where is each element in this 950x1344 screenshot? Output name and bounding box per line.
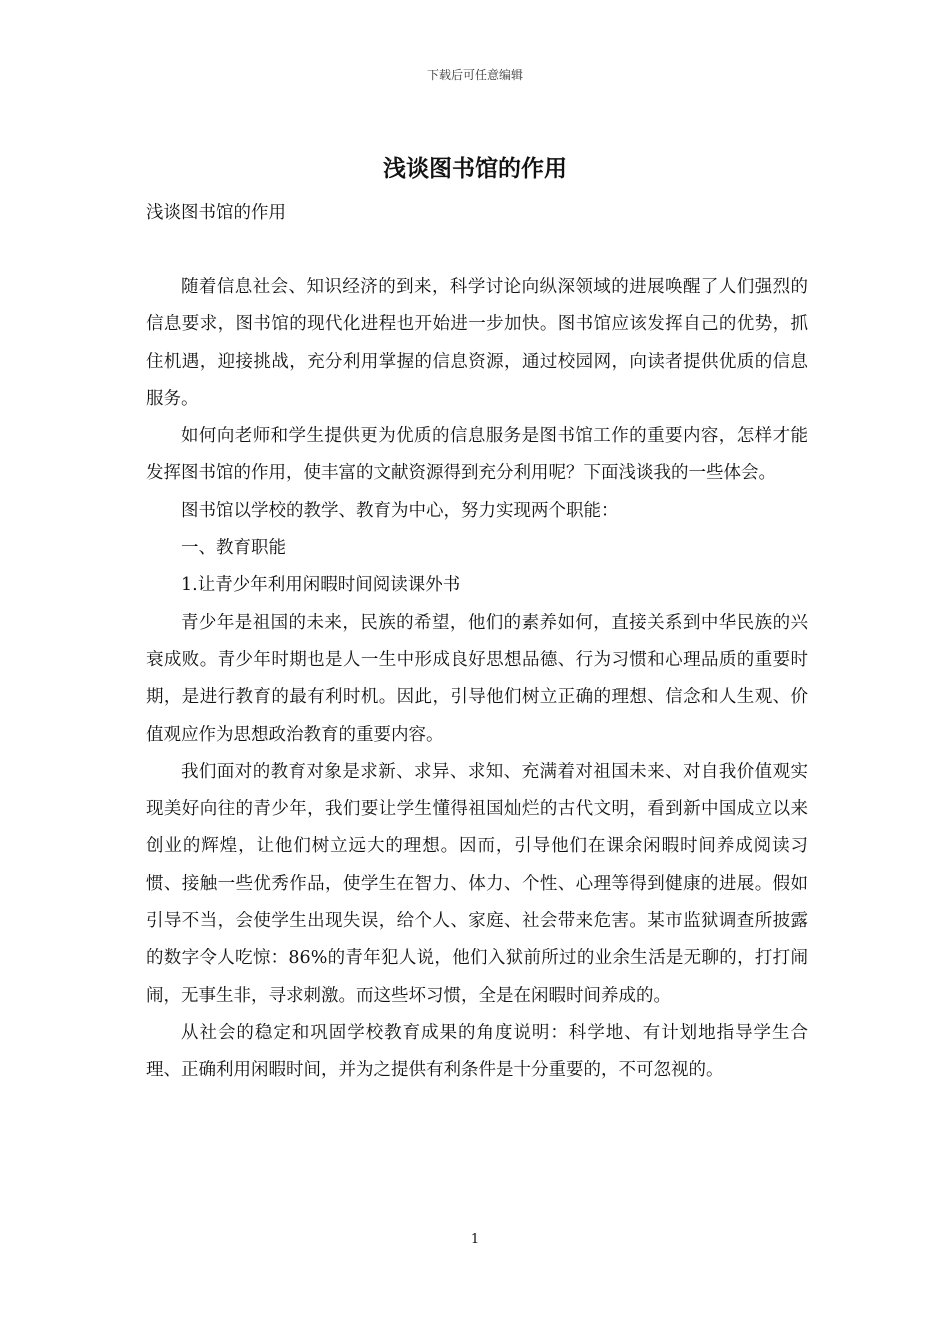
paragraph-conclusion: 从社会的稳定和巩固学校教育成果的角度说明：科学地、有计划地指导学生合理、正确利用闲暇时间，并为之提供有利条件是十分重要的，不可忽视的。 — [146, 1022, 808, 1081]
paragraph-education-targets: 我们面对的教育对象是求新、求异、求知、充满着对祖国未来、对自我价值观实现美好向往的青少年，我们要让学生懂得祖国灿烂的古代文明，看到新中国成立以来创业的辉煌，让他们树立远大的理想。因而，引导他们在课余闲暇时间养成阅读习惯、接触一些优秀作品，使学生在智力、体力、个性、心理等得到健康的进展。假如引导不当，会使学生出现失误，给个人、家庭、社会带来危害。某市监狱调查所披露的数字令人吃惊：86%的青年犯人说，他们入狱前所过的业余生活是无聊的，打打闹闹，无事生非，寻求刺激。而这些坏习惯，全是在闲暇时间养成的。 — [146, 761, 808, 1006]
document-body — [146, 269, 808, 1090]
page-header: 下载后可任意编辑 — [426, 68, 523, 82]
paragraph-youth: 青少年是祖国的未来，民族的希望，他们的素养如何，直接关系到中华民族的兴衰成败。青少年时期也是人一生中形成良好思想品德、行为习惯和心理品质的重要时期，是进行教育的最有利时机。因此，引导他们树立正确的理想、信念和人生观、价值观应作为思想政治教育的重要内容。 — [146, 612, 808, 745]
paragraph-functions: 图书馆以学校的教学、教育为中心，努力实现两个职能： — [181, 500, 619, 521]
paragraph-question: 如何向老师和学生提供更为优质的信息服务是图书馆工作的重要内容，怎样才能发挥图书馆的作用，使丰富的文献资源得到充分利用呢？下面浅谈我的一些体会。 — [146, 426, 808, 484]
document-title: 浅谈图书馆的作用 — [383, 155, 567, 182]
page-number: 1 — [470, 1232, 480, 1247]
subsection-heading-reading: 1.让青少年利用闲暇时间阅读课外书 — [181, 575, 461, 596]
section-heading-education: 一、教育职能 — [181, 538, 286, 559]
document-subtitle: 浅谈图书馆的作用 — [146, 203, 286, 223]
paragraph-intro: 随着信息社会、知识经济的到来，科学讨论向纵深领域的进展唤醒了人们强烈的信息要求，图书馆的现代化进程也开始进一步加快。图书馆应该发挥自己的优势，抓住机遇，迎接挑战，充分利用掌握的信息资源，通过校园网，向读者提供优质的信息服务。 — [146, 277, 808, 409]
